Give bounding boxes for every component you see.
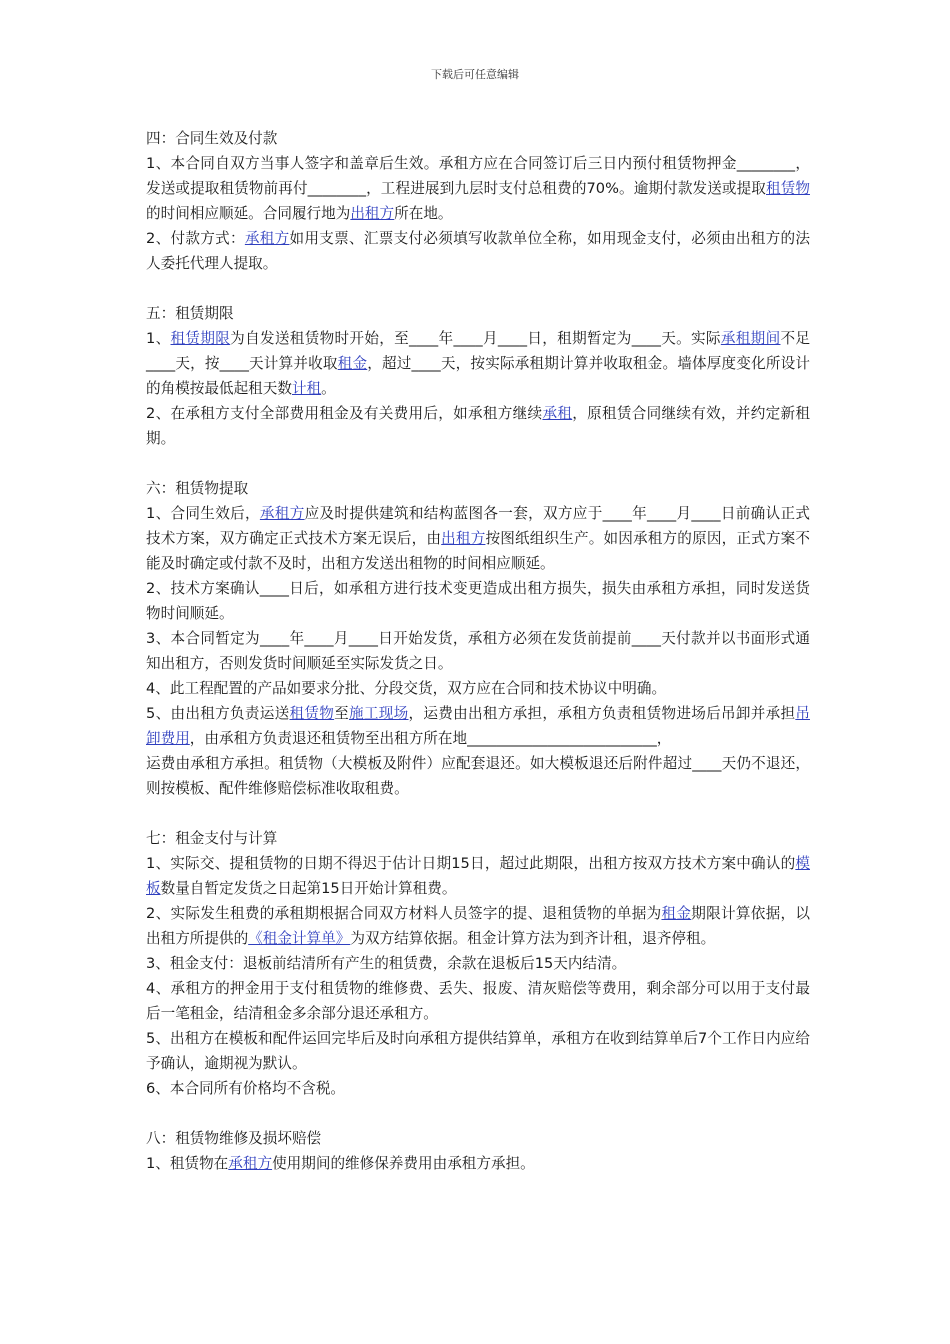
link-lease[interactable]: 承租 — [542, 405, 573, 422]
section-title: 五：租赁期限 — [146, 305, 234, 322]
link-formwork[interactable]: 模板 — [146, 855, 810, 897]
paragraph: 1、实际交、提租赁物的日期不得迟于估计日期15日，超过此期限，出租方按双方技术方案中确认的模板数量自暂定发货之日起第15日开始计算租费。 — [146, 855, 810, 897]
link-rent-statement[interactable]: 《租金计算单》 — [248, 930, 351, 947]
paragraph: 2、在承租方支付全部费用租金及有关费用后，如承租方继续承租，原租赁合同继续有效，并约定新租期。 — [146, 405, 810, 447]
link-rent-calc[interactable]: 计租 — [291, 380, 322, 397]
link-lessee[interactable]: 承租方 — [228, 1155, 273, 1172]
link-lease-period-part1[interactable]: 承 — [720, 330, 736, 347]
link-construction-site[interactable]: 施工现场 — [349, 705, 409, 722]
paragraph: 1、合同生效后，承租方应及时提供建筑和结构蓝图各一套，双方应于____年____月____日前确认正式技术方案，双方确定正式技术方案无误后，由出租方按图纸组织生产。如因承租方的原因，正式方案不能及时确定或付款不及时，出租方发送出租物的时间相应顺延。 — [146, 505, 810, 572]
link-lessor[interactable]: 出租方 — [441, 530, 486, 547]
paragraph: 运费由承租方承担。租赁物（大模板及附件）应配套退还。如大模板退还后附件超过____天仍不退还，则按模板、配件维修赔偿标准收取租费。 — [146, 755, 810, 797]
paragraph: 6、本合同所有价格均不含税。 — [146, 1080, 346, 1097]
link-lease-term[interactable]: 租赁期限 — [170, 330, 231, 347]
paragraph: 3、租金支付：退板前结清所有产生的租赁费，余款在退板后15天内结清。 — [146, 955, 627, 972]
link-lessor[interactable]: 出租方 — [350, 205, 395, 222]
paragraph: 1、租赁物在承租方使用期间的维修保养费用由承租方承担。 — [146, 1155, 535, 1172]
link-rent[interactable]: 租金 — [337, 355, 368, 372]
section-title: 六：租赁物提取 — [146, 480, 249, 497]
section-7 — [146, 826, 810, 1101]
section-8 — [146, 1126, 810, 1176]
link-lease-period-part2[interactable]: 租期间 — [735, 330, 781, 347]
link-rent[interactable]: 租金 — [661, 905, 692, 922]
link-lessee[interactable]: 承租方 — [259, 505, 305, 522]
paragraph: 2、实际发生租费的承租期根据合同双方材料人员签字的提、退租赁物的单据为租金期限计算依据，以出租方所提供的《租金计算单》为双方结算依据。租金计算方法为到齐计租，退齐停租。 — [146, 905, 810, 947]
section-4 — [146, 126, 810, 276]
paragraph: 5、出租方在模板和配件运回完毕后及时向承租方提供结算单，承租方在收到结算单后7个工作日内应给予确认，逾期视为默认。 — [146, 1030, 810, 1072]
paragraph: 1、租赁期限为自发送租赁物时开始，至____年____月____日，租期暂定为____天。实际承租期间不足____天，按____天计算并收取租金，超过____天，按实际承租期计算并收取租金。墙体厚度变化所设计的角模按最低起租天数计租。 — [146, 330, 810, 397]
link-rental-goods[interactable]: 租赁物 — [289, 705, 335, 722]
section-title: 七：租金支付与计算 — [146, 830, 278, 847]
link-lessee[interactable]: 承租方 — [244, 230, 290, 247]
link-unloading-fee[interactable]: 吊卸费用 — [146, 705, 810, 747]
paragraph: 1、本合同自双方当事人签字和盖章后生效。承租方应在合同签订后三日内预付租赁物押金________，发送或提取租赁物前再付________，工程进展到九层时支付总租费的70%。逾期付款发送或提取租赁物的时间相应顺延。合同履行地为出租方所在地。 — [146, 155, 810, 222]
section-title: 四：合同生效及付款 — [146, 130, 278, 147]
section-title: 八：租赁物维修及损坏赔偿 — [146, 1130, 322, 1147]
document-body — [146, 126, 810, 1176]
paragraph: 2、技术方案确认____日后，如承租方进行技术变更造成出租方损失，损失由承租方承担，同时发送货物时间顺延。 — [146, 580, 810, 622]
section-6 — [146, 476, 810, 801]
paragraph: 5、由出租方负责运送租赁物至施工现场，运费由出租方承担，承租方负责租赁物进场后吊卸并承担吊卸费用，由承租方负责退还租赁物至出租方所在地__________________________， — [146, 705, 810, 747]
paragraph: 2、付款方式：承租方如用支票、汇票支付必须填写收款单位全称，如用现金支付，必须由出租方的法人委托代理人提取。 — [146, 230, 810, 272]
paragraph: 4、承租方的押金用于支付租赁物的维修费、丢失、报废、清灰赔偿等费用，剩余部分可以用于支付最后一笔租金，结清租金多余部分退还承租方。 — [146, 980, 810, 1022]
paragraph: 4、此工程配置的产品如要求分批、分段交货，双方应在合同和技术协议中明确。 — [146, 680, 667, 697]
paragraph: 3、本合同暂定为____年____月____日开始发货，承租方必须在发货前提前____天付款并以书面形式通知出租方，否则发货时间顺延至实际发货之日。 — [146, 630, 810, 672]
page-header: 下载后可任意编辑 — [431, 68, 519, 81]
section-5 — [146, 301, 810, 451]
link-rental-goods[interactable]: 租赁物 — [766, 180, 810, 197]
